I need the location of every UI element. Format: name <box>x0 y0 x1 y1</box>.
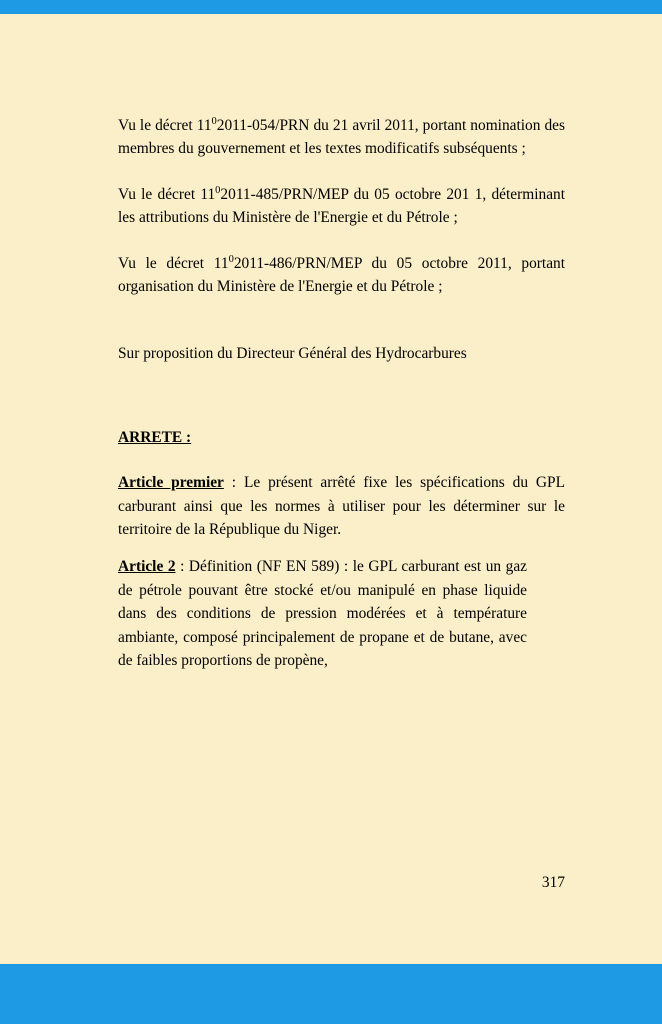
paragraph-spacer <box>118 230 565 252</box>
text-run: Vu le décret 11 <box>118 185 216 203</box>
heading-arrete <box>118 426 565 449</box>
paragraph-spacer <box>118 449 565 471</box>
section-spacer <box>118 366 565 426</box>
text-run: 2011-054/PRN du 21 avril 2011, portant nomination des membres du gouvernement et les textes modificatifs subséquents ; <box>118 117 565 158</box>
heading-text: ARRETE : <box>118 428 192 446</box>
text-run: 2011-485/PRN/MEP du 05 octobre 201 1, déterminant les attributions du Ministère de l'Energie et du Pétrole ; <box>118 185 565 227</box>
paragraph-spacer <box>118 161 565 183</box>
paragraph-vu-decret-486 <box>118 252 565 299</box>
article-label: Article premier <box>118 474 224 492</box>
paragraph-spacer <box>118 298 565 342</box>
paragraph-spacer <box>118 541 565 555</box>
article-label: Article 2 <box>118 558 176 576</box>
document-body <box>118 114 565 673</box>
text-run: : Le présent arrêté fixe les spécifications du GPL carburant ainsi que les normes à utiliser pour les déterminer sur le territoire de la République du Niger. <box>118 474 565 539</box>
paragraph-article-premier <box>118 471 565 541</box>
document-page <box>0 14 662 964</box>
superscript-run: 0 <box>215 184 221 196</box>
superscript-run: 0 <box>211 115 217 127</box>
superscript-run: 0 <box>228 253 234 265</box>
paragraph-article-2 <box>118 555 527 672</box>
top-decorative-band <box>0 0 662 14</box>
text-run: 2011-486/PRN/MEP du 05 octobre 2011, portant organisation du Ministère de l'Energie et du Pétrole ; <box>118 254 566 296</box>
text-run: Vu le décret 11 <box>118 117 212 134</box>
text-run: : Définition (NF EN 589) : le GPL carburant est un gaz de pétrole pouvant être stocké et/ou manipulé en phase liquide dans des conditions de pression modérées et à température ambiante, composé principalement de propane et de butane, avec de faibles proportions de propène, <box>118 558 527 670</box>
text-run: Vu le décret 11 <box>118 254 229 272</box>
page-number: 317 <box>541 874 565 891</box>
paragraph-sur-proposition <box>118 342 565 365</box>
text-run: Sur proposition du Directeur Général des Hydrocarbures <box>118 345 467 363</box>
bottom-decorative-band <box>0 964 662 1024</box>
paragraph-vu-decret-485 <box>118 183 565 230</box>
paragraph-vu-decret-054 <box>118 114 565 161</box>
